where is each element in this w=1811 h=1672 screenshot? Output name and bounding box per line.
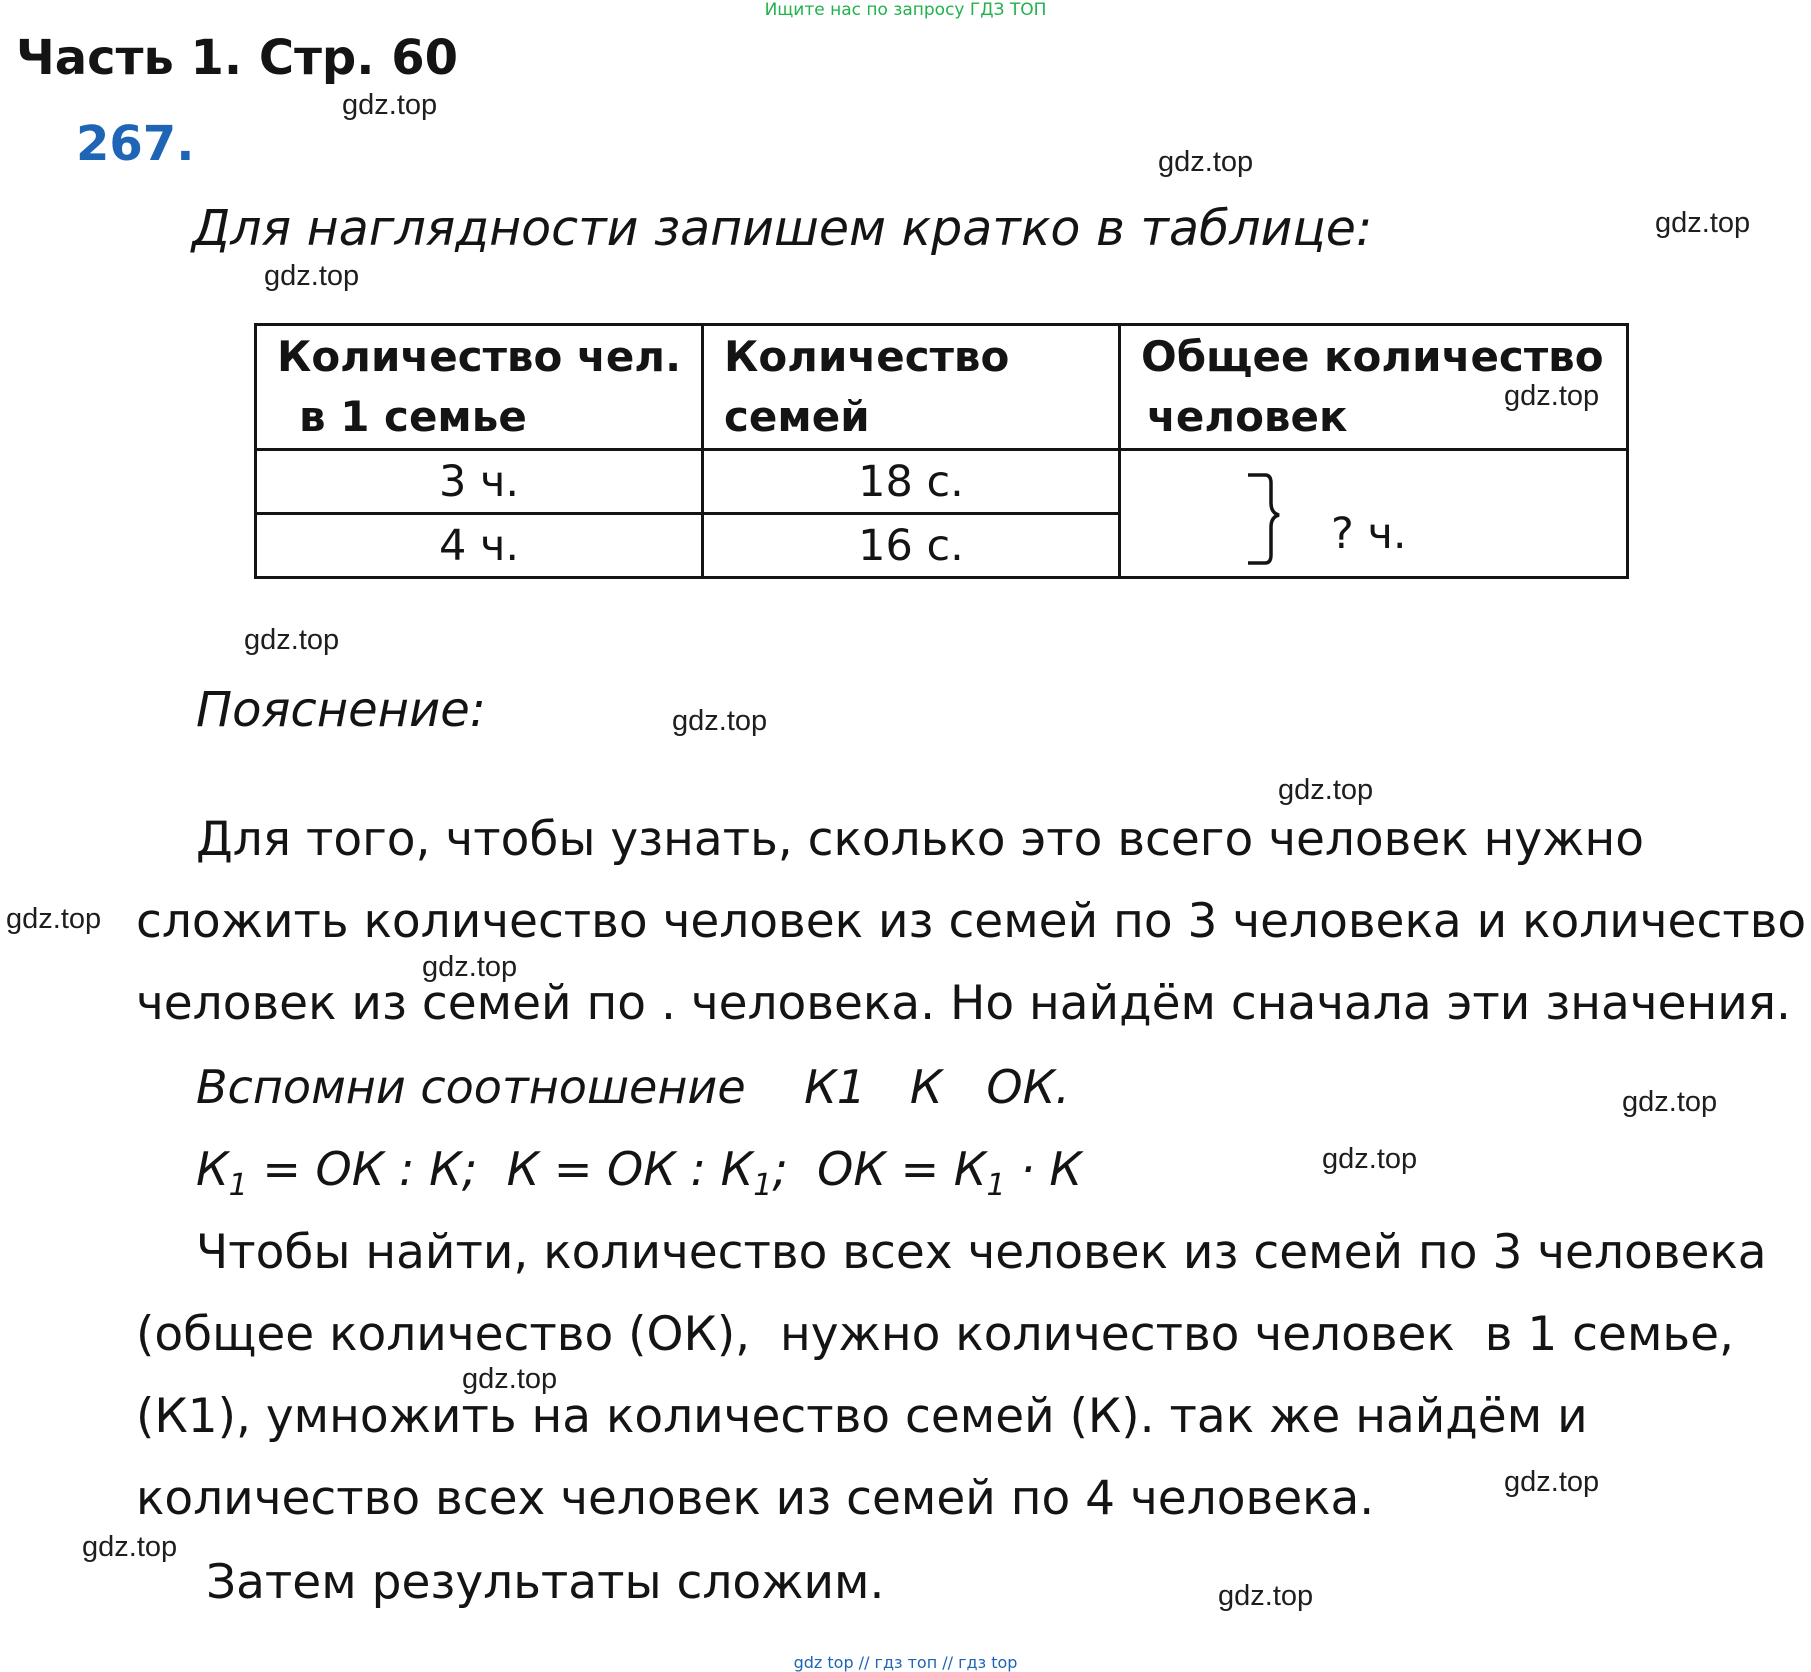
summary-table: [254, 323, 1629, 579]
watermark: gdz.top: [1322, 1143, 1418, 1175]
watermark: gdz.top: [1655, 207, 1751, 239]
footer-links[interactable]: gdz top // гдз топ // гдз top: [793, 1653, 1018, 1672]
header-per-family: [256, 325, 703, 450]
table-header-row: [256, 325, 1628, 450]
subscript: 1: [228, 1168, 248, 1204]
watermark: gdz.top: [1218, 1580, 1314, 1612]
watermark: gdz.top: [82, 1531, 178, 1563]
paragraph-line: количество всех человек из семей по 4 человека.: [136, 1471, 1375, 1526]
header-line: Общее количество: [1141, 332, 1604, 381]
watermark: gdz.top: [1622, 1086, 1718, 1118]
watermark: gdz.top: [1278, 774, 1374, 806]
cell-families: 16 с.: [703, 514, 1120, 578]
paragraph-line: (К1), умножить на количество семей (К). так же найдём и: [136, 1389, 1588, 1444]
intro-text: Для наглядности запишем кратко в таблице:: [192, 200, 1373, 257]
subscript: 1: [753, 1168, 773, 1204]
cell-per-family: 4 ч.: [256, 514, 703, 578]
formula-part: · К: [1005, 1142, 1083, 1196]
total-unknown: ? ч.: [1331, 509, 1407, 559]
formula-part: ОК = К: [817, 1142, 987, 1196]
cell-total: [1120, 450, 1628, 578]
paragraph-line: (общее количество (ОК), нужно количество человек в 1 семье,: [136, 1307, 1734, 1362]
watermark: gdz.top: [264, 260, 360, 292]
paragraph-line: человек из семей по . человека. Но найдём сначала эти значения.: [136, 976, 1791, 1031]
header-line: семей: [724, 392, 870, 441]
watermark: gdz.top: [6, 903, 102, 935]
top-banner: Ищите нас по запросу ГДЗ ТОП: [764, 0, 1047, 20]
watermark: gdz.top: [1158, 146, 1254, 178]
cell-families: 18 с.: [703, 450, 1120, 514]
header-line: Количество: [724, 332, 1010, 381]
cell-per-family: 3 ч.: [256, 450, 703, 514]
formula-line: [196, 1142, 1082, 1203]
watermark: gdz.top: [244, 624, 340, 656]
watermark: gdz.top: [422, 951, 518, 983]
relation-line: Вспомни соотношение К1 К ОК.: [196, 1060, 1070, 1114]
watermark: gdz.top: [1504, 380, 1600, 412]
watermark: gdz.top: [342, 89, 438, 121]
watermark: gdz.top: [1504, 1466, 1600, 1498]
header-line: человек: [1147, 392, 1348, 441]
brace-icon: [1121, 451, 1281, 577]
formula-part: К: [196, 1142, 229, 1196]
final-line: Затем результаты сложим.: [206, 1555, 885, 1610]
formula-part: = ОК : К;: [247, 1142, 478, 1196]
paragraph-line: Для того, чтобы узнать, сколько это всего человек нужно: [196, 812, 1644, 867]
formula-part: К = ОК : К: [506, 1142, 754, 1196]
page-title: Часть 1. Стр. 60: [16, 30, 459, 86]
watermark: gdz.top: [672, 705, 768, 737]
header-families: [703, 325, 1120, 450]
formula-part: ;: [772, 1142, 788, 1196]
header-line: Количество чел.: [277, 332, 682, 381]
table-row: [256, 450, 1628, 514]
explanation-heading: Пояснение:: [196, 682, 486, 738]
header-line: в 1 семье: [299, 392, 527, 441]
task-number: 267.: [76, 116, 195, 172]
subscript: 1: [986, 1168, 1006, 1204]
paragraph-line: Чтобы найти, количество всех человек из семей по 3 человека: [196, 1225, 1767, 1280]
paragraph-line: сложить количество человек из семей по 3 человека и количество: [136, 894, 1807, 949]
watermark: gdz.top: [462, 1363, 558, 1395]
